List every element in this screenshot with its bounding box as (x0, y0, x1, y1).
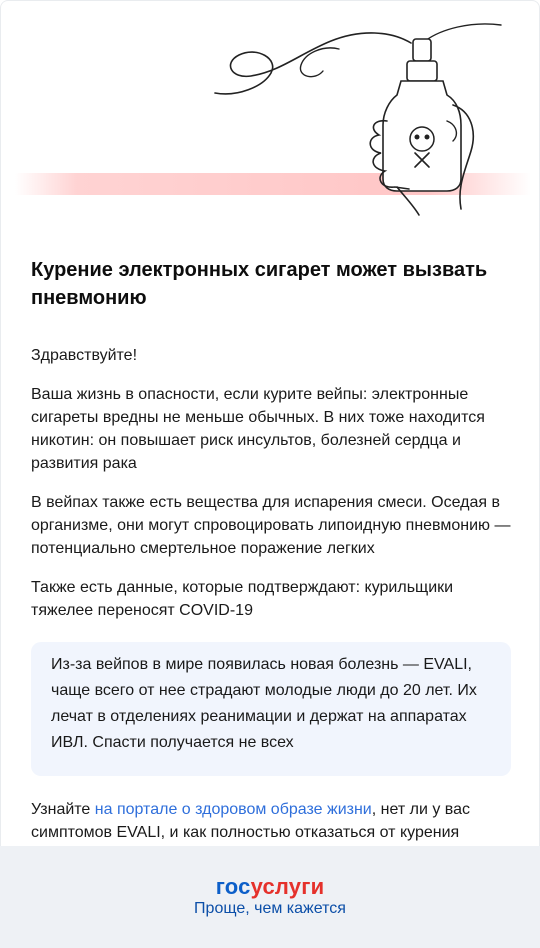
healthy-lifestyle-portal-link[interactable]: на портале о здоровом образе жизни (94, 801, 372, 818)
cta-block (31, 798, 511, 844)
footer-slogan: Проще, чем кажется (194, 900, 346, 917)
footer (0, 846, 540, 948)
paragraph-3: Также есть данные, которые подтверждают: курильщики тяжелее переносят COVID-19 (31, 579, 454, 619)
article-content (31, 256, 511, 847)
evali-note-box (31, 642, 511, 776)
cta-text-before: Узнайте (31, 801, 95, 818)
greeting-text: Здравствуйте! (31, 347, 138, 364)
article-title: Курение электронных сигарет может вызвать пневмонию (31, 259, 488, 309)
evali-note-text: Из-за вейпов в мире появилась новая болезнь — EVALI, чаще всего от нее страдают молодые люди до 20 лет. Их лечат в отделениях реанимации и держат на аппаратах ИВЛ. Спасти получается не всех (51, 656, 477, 751)
logo-part-uslugi: услуги (250, 874, 325, 899)
cta-text (31, 798, 511, 844)
gosuslugi-logo[interactable] (0, 874, 540, 900)
vape-hand-illustration-icon (1, 1, 539, 231)
cta-text-after: , нет ли у вас симптомов EVALI, и как полностью отказаться от курения (31, 801, 470, 841)
paragraph-1: Ваша жизнь в опасности, если курите вейпы: электронные сигареты вредны не меньше обычных. В них тоже находится никотин: он повышает риск инсультов, болезней сердца и развития рака (31, 386, 485, 472)
paragraph-2: В вейпах также есть вещества для испарения смеси. Оседая в организме, они могут спровоцировать липоидную пневмонию — потенциально смертельное поражение легких (31, 494, 511, 557)
logo-part-gos: гос (215, 874, 251, 899)
